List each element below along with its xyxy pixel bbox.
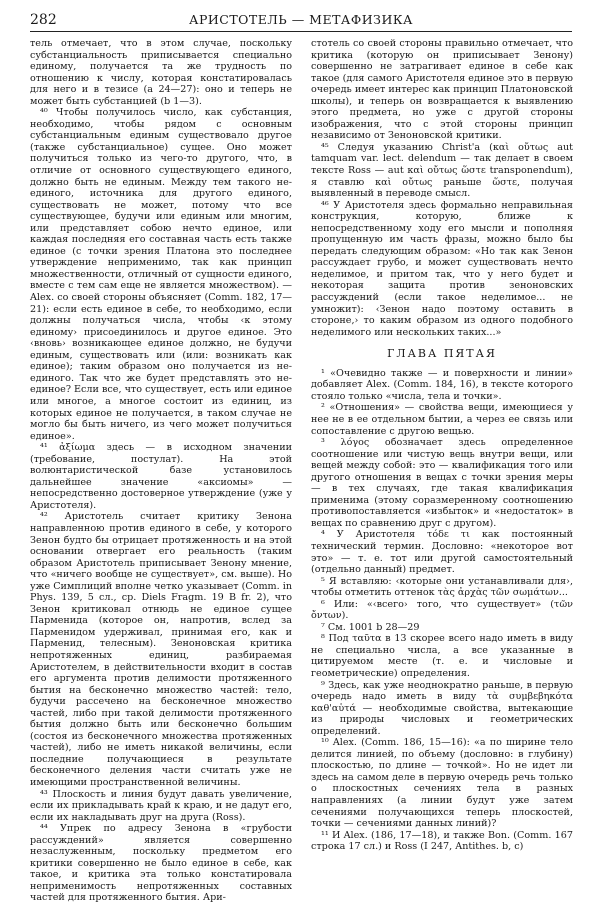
note-7: ⁷ См. 1001 b 28—29 bbox=[321, 621, 420, 633]
paragraph: стотель со своей стороны правильно отмечает, что критика (которую он приписывает Зенону) совершенно не затрагивает единое в себе как такое (для самого Аристотеля единое это в первую очередь имеет интерес как принцип Платоновской школы), и теперь он возвращается к выявлению этого предмета, но уже с другой стороны изображения, что с этой стороны принцип независимо от Зеноновской критики. bbox=[311, 38, 573, 142]
chapter-heading: ГЛАВА ПЯТАЯ bbox=[387, 347, 497, 361]
note-8: ⁸ Под ταῦτα в 13 скорее всего надо иметь в виду не специально числа, а все указанные в цитируемом месте (т. е. и числовые и геометрические) определения. bbox=[311, 633, 573, 679]
note-2: ² «Отношения» — свойства вещи, имеющиеся у нее не в ее отдельном бытии, а через ее связь или сопоставление с другою вещью. bbox=[311, 402, 573, 437]
note-11: ¹¹ И Alex. (186, 17—18), и также Bon. (Comm. 167 строка 17 сл.) и Ross (I 247, Antithes. b, c) bbox=[311, 829, 573, 853]
paragraph: тель отмечает, что в этом случае, поскольку субстанциальность приписывается специально единому, получается та же трудность по отношению к числу, которая констатировалась для него и в тезисе (а 24—27): оно и теперь не может быть субстанцией (b 1—3). bbox=[30, 38, 292, 107]
footnote-45: ⁴⁵ Следуя указанию Christ'a (καὶ οὔτως aut tamquam var. lect. delendum — так делает в своем тексте Ross — aut καὶ οὔτως ὥστε transponendum), я ставлю καὶ οὔτως раньше ὥστε, получая выявленный в переводе смысл. bbox=[311, 141, 573, 200]
footnote-43: ⁴³ Плоскость и линия будут давать увеличение, если их прикладывать край к краю, и не дадут его, если их накладывать друг на друга (Ross). bbox=[30, 788, 292, 823]
header-rule bbox=[30, 31, 572, 32]
page-number: 282 bbox=[30, 12, 57, 28]
footnote-42: ⁴² Аристотель считает критику Зенона направленною против единого в себе, у которого Зенон будто бы отрицает протяженность и на этой основании отвергает его реальность (таким образом Аристотель приписывает Зенону мнение, что «ничего вообще не существует», см. выше). Но уже Симплиций вполне четко указывает (Comm. in Phys. 139, 5 сл., ср. Diels Fragm. 19 B fr. 2), что Зенон критиковал отнюдь не единое сущее Парменида (которое он, напротив, вслед за Парменидом удерживал, принимая его, как и Парменид, телесным). Зеноновская критика непротяженных единиц, разбираемая Аристотелем, в действительности входит в состав его аргумента против делимости протяженного бытия на бесконечно множество частей: тело, будучи рассечено на бесконечное множество частей, либо при такой делимости протяженного бытия должно быть или бесконечно большим (состоя из бесконечного множества протяженных частей), либо не иметь никакой величины, если последние получающиеся в результате бесконечного деления части считать уже не имеющими пространственной величины. bbox=[30, 511, 293, 788]
footnote-44: ⁴⁴ Упрек по адресу Зенона в «грубости рассуждений» является совершенно незаслуженным, поскольку предметом его критики совершенно не было единое в себе, как такое, и критика эта только констатировала неприменимость непротяженных составных частей для протяженного бытия. Ари- bbox=[30, 823, 292, 904]
note-4: ⁴ У Аристотеля τόδε τι как постоянный технический термин. Дословно: «некоторое вот это» — т. е. тот или другой самостоятельный (отдельно данный) предмет. bbox=[311, 529, 573, 576]
right-column bbox=[311, 38, 573, 853]
footnote-46: ⁴⁶ У Аристотеля здесь формально неправильная конструкция, которую, ближе к непосредственному ходу его мысли и пополняя пропущенную им часть фразы, можно было бы передать следующим образом: «Но так как Зенон рассуждает грубо, и может существовать нечто неделимое, и притом так, что у него будет и некоторая защита против зеноновских рассуждений (если такое неделимое... не умножит): ‹Зенон надо поэтому оставить в стороне,› то каким образом из одного подобного неделимого или нескольких таких...» bbox=[311, 199, 573, 338]
note-10: ¹⁰ Alex. (Comm. 186, 15—16): «а по ширине тело делится линией, по объему (дословно: в глубину) плоскостью, по длине — точкой». Но не идет ли здесь на самом деле в первую очередь речь только о плоскостных сечениях тела в разных направлениях (а линии будут уже затем сечениями получающихся теперь плоскостей, точки — сечениями данных линий)? bbox=[311, 737, 573, 830]
page-header bbox=[30, 12, 572, 32]
footnote-41: ⁴¹ ἀξίωμα здесь — в исходном значении (требование, постулат). На этой волюнтаристической базе установилось дальнейшее значение «аксиомы» — непосредственно достоверное утверждение (уже у Аристотеля). bbox=[30, 442, 292, 511]
note-5: ⁵ Я вставляю: ‹которые они устанавливали для›, чтобы отметить оттенок τὰς ἀρχὰς τῶν σωμάτων... bbox=[311, 575, 573, 599]
note-1: ¹ «Очевидно также — и поверхности и линии» добавляет Alex. (Comm. 184, 16), в тексте которого стояло только «числа, тела и точки». bbox=[311, 367, 573, 402]
note-9: ⁹ Здесь, как уже неоднократно раньше, в первую очередь надо иметь в виду τὰ συμβεβηκότα καθ'αὑτά — необходимые свойства, вытекающие из природы числовых и геометрических определений. bbox=[311, 679, 573, 737]
footnote-40: ⁴⁰ Чтобы получилось число, как субстанция, необходимо, чтобы рядом с основным субстанциальным единым существовало другое (также субстанциальное) сущее. Оно может получиться только из чего-то другого, что, в отличие от основного существующего единого, должно быть не единым. Между тем такого не-единого, источника для другого единого, существовать не может, потому что все существующее, будучи или единым или многим, или представляет собою нечто единое, или каждая последняя его составная часть есть также единое (с точки зрения Платона это последнее утверждение неприменимо, так как принцип множественности, отличный от сущности единого, вместе с тем сам еще не является множеством). — Alex. со своей стороны объясняет (Comm. 182, 17—21): если есть единое в себе, то необходимо, если должны получаться числа, чтобы ‹к этому единому› присоединилось и другое единое. Это ‹вновь› возникающее единое должно, не будучи единым, существовать или (или: возникать как единое); таким образом оно получается из не-единого. Так что же будет представлять это не-единое? Если все, что существует, есть или единое или многое, а многое состоит из единиц, из которых единое не получается, в таком случае не могло бы быть ничего, из чего может получиться единое». bbox=[30, 107, 292, 442]
note-3: ³ λόγος обозначает здесь определенное соотношение или чистую вещь внутри вещи, или вещей между собой: это — квалификация того или другого отношения в вещах с точки зрения меры — в тех случаях, где такая квалификация применима (этому соразмеренному соотношению противопоставляется «избыток» и «недостаток» в вещах по сравнению друг с другом). bbox=[311, 437, 573, 529]
left-column bbox=[30, 38, 292, 904]
running-title: АРИСТОТЕЛЬ — МЕТАФИЗИКА bbox=[188, 12, 414, 27]
note-6: ⁶ Или: «‹всего› того, что существует» (τῶν ὄντων). bbox=[311, 598, 573, 622]
